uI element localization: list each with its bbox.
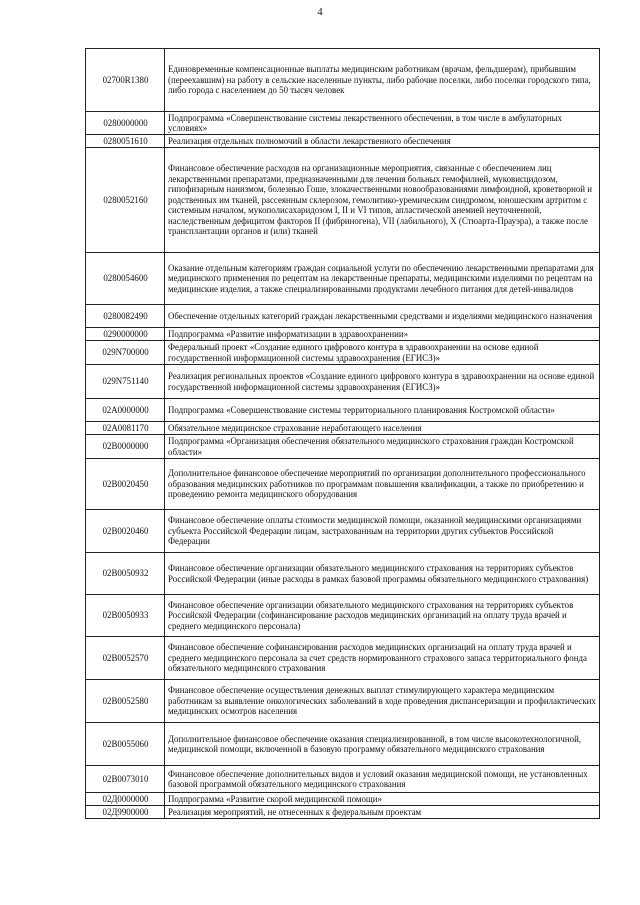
table-row (86, 148, 600, 253)
row-code: 0290000000 (86, 328, 165, 341)
row-code: 0280052160 (86, 148, 165, 253)
row-description: Финансовое обеспечение организации обязательного медицинского страхования на территориях субъектов Российской Федерации (софинансирование расходов медицинских организаций на оплату труда врачей и среднего медицинского персонала) (165, 595, 600, 637)
row-description: Реализация мероприятий, не отнесенных к федеральным проектам (165, 806, 600, 819)
row-code: 02B0052580 (86, 680, 165, 723)
row-description: Подпрограмма «Совершенствование системы территориального планирования Костромской области» (165, 399, 600, 422)
table-row (86, 766, 600, 793)
budget-codes-table (85, 48, 600, 819)
page-number: 4 (317, 7, 323, 18)
table-row (86, 305, 600, 328)
table-row (86, 365, 600, 399)
row-code: 0280051610 (86, 135, 165, 148)
table-row (86, 253, 600, 305)
row-description: Дополнительное финансовое обеспечение оказания специализированной, в том числе высокотехнологичной, медицинской помощи, включенной в базовую программу обязательного медицинского страхования (165, 723, 600, 766)
row-code: 02B0000000 (86, 435, 165, 459)
row-code: 029N700000 (86, 341, 165, 365)
row-description: Подпрограмма «Развитие информатизации в здравоохранении» (165, 328, 600, 341)
table-row (86, 793, 600, 806)
row-description: Федеральный проект «Создание единого цифрового контура в здравоохранении на основе единой государственной информационной системы здравоохранения (ЕГИСЗ)» (165, 341, 600, 365)
table-row (86, 806, 600, 819)
row-description: Финансовое обеспечение осуществления денежных выплат стимулирующего характера медицинским работникам за выявление онкологических заболеваний в ходе проведения диспансеризации и профилактических медицинских осмотров населения (165, 680, 600, 723)
row-description: Финансовое обеспечение дополнительных видов и условий оказания медицинской помощи, не установленных базовой программой обязательного медицинского страхования (165, 766, 600, 793)
table-row (86, 637, 600, 680)
table-row (86, 553, 600, 595)
table-row (86, 399, 600, 422)
table-row (86, 435, 600, 459)
row-description: Подпрограмма «Развитие скорой медицинской помощи» (165, 793, 600, 806)
row-code: 02B0020450 (86, 459, 165, 510)
row-description: Единовременные компенсационные выплаты медицинским работникам (врачам, фельдшерам), прибывшим (переехавшим) на работу в сельские населенные пункты, либо рабочие поселки, либо поселки городского типа, либо города с населением до 50 тысяч человек (165, 49, 600, 112)
row-description: Оказание отдельным категориям граждан социальной услуги по обеспечению лекарственными препаратами для медицинского применения по рецептам на лекарственные препараты, медицинскими изделиями по рецептам на медицинские изделия, а также специализированными продуктами лечебного питания для детей-инвалидов (165, 253, 600, 305)
table-row (86, 459, 600, 510)
row-description: Финансовое обеспечение софинансирования расходов медицинских организаций на оплату труда врачей и среднего медицинского персонала за счет средств нормированного страхового запаса территориального фонда обязательного медицинского страхования (165, 637, 600, 680)
row-code: 029N751140 (86, 365, 165, 399)
row-description: Финансовое обеспечение расходов на организационные мероприятия, связанные с обеспечением лиц лекарственными препаратами, предназначенными для лечения больных гемофилией, муковисцидозом, гипофизарным нанизмом, болезнью Гоше, злокачественными новообразованиями лимфоидной, кроветворной и родственных им тканей, рассеянным склерозом, гемолитико-уремическим синдромом, юношеским артритом с системным началом, мукополисахаридозом I, II и VI типов, апластической анемией неуточненной, наследственным дефицитом факторов II (фибриногена), VII (лабильного), X (Стюарта-Прауэра), а также после трансплантации органов и (или) тканей (165, 148, 600, 253)
row-description: Подпрограмма «Совершенствование системы лекарственного обеспечения, в том числе в амбулаторных условиях» (165, 112, 600, 135)
table-row (86, 510, 600, 553)
row-code: 02B0050933 (86, 595, 165, 637)
row-code: 02Д0000000 (86, 793, 165, 806)
table-row (86, 595, 600, 637)
row-code: 02B0050932 (86, 553, 165, 595)
table-row (86, 341, 600, 365)
table-row (86, 112, 600, 135)
row-description: Финансовое обеспечение оплаты стоимости медицинской помощи, оказанной медицинскими организациями субъекта Российской Федерации лицам, застрахованным на территории других субъектов Российской Федерации (165, 510, 600, 553)
row-description: Подпрограмма «Организация обеспечения обязательного медицинского страхования граждан Костромской области» (165, 435, 600, 459)
row-description: Реализация отдельных полномочий в области лекарственного обеспечения (165, 135, 600, 148)
table-row (86, 49, 600, 112)
table-row (86, 422, 600, 435)
row-code: 02B0073010 (86, 766, 165, 793)
row-code: 02A0081170 (86, 422, 165, 435)
row-code: 02B0055060 (86, 723, 165, 766)
row-code: 02700R1380 (86, 49, 165, 112)
table-row (86, 135, 600, 148)
row-description: Обязательное медицинское страхование неработающего населения (165, 422, 600, 435)
row-description: Реализация региональных проектов «Создание единого цифрового контура в здравоохранении на основе единой государственной информационной системы здравоохранения (ЕГИСЗ)» (165, 365, 600, 399)
table-row (86, 680, 600, 723)
row-code: 0280082490 (86, 305, 165, 328)
row-description: Дополнительное финансовое обеспечение мероприятий по организации дополнительного профессионального образования медицинских работников по программам повышения квалификации, а также по приобретению и проведению ремонта медицинского оборудования (165, 459, 600, 510)
row-description: Обеспечение отдельных категорий граждан лекарственными средствами и изделиями медицинского назначения (165, 305, 600, 328)
row-code: 0280000000 (86, 112, 165, 135)
row-code: 0280054600 (86, 253, 165, 305)
row-code: 02Д9900000 (86, 806, 165, 819)
table-row (86, 723, 600, 766)
row-code: 02B0052570 (86, 637, 165, 680)
row-description: Финансовое обеспечение организации обязательного медицинского страхования на территориях субъектов Российской Федерации (иные расходы в рамках базовой программы обязательного медицинского страхования) (165, 553, 600, 595)
table-row (86, 328, 600, 341)
row-code: 02A0000000 (86, 399, 165, 422)
row-code: 02B0020460 (86, 510, 165, 553)
